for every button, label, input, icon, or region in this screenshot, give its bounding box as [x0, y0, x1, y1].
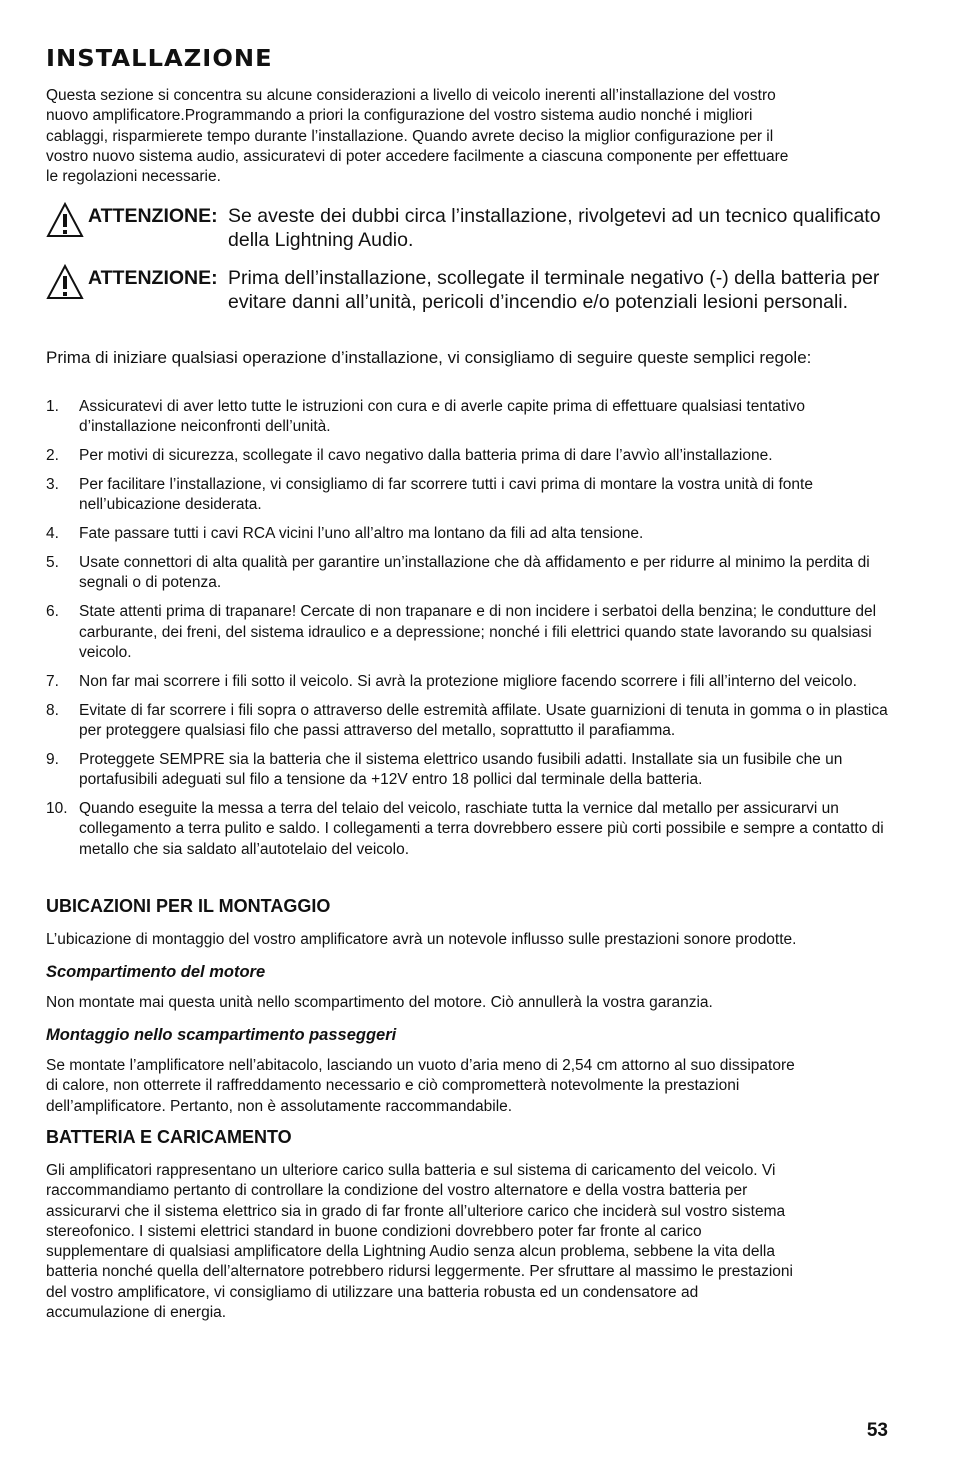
battery-paragraph: Gli amplificatori rappresentano un ulteriore carico sulla batteria e sul sistema di caricamento del veicolo. Vi raccommandiamo pertanto di controllare la condizione del vostro alternatore e della vostra batteria per assicurarvi che il sistema elettrico sia in grado di far fronte all’ulteriore carico che inciderà sul vostro sistema stereofonico. I sistemi elettrici standard in buone condizioni dovrebbero poter far fronte al carico supplementare di qualsiasi amplificatore della Lightning Audio senza alcun problema, sebbene la vita della batteria nonché quella dell’alternatore potrebbero ridursi leggermente. Per sfruttare al massimo le prestazioni del vostro amplificatore, vi consigliamo di utilizzare una batteria robusta ed un condensatore ad accumulazione di energia. — [46, 1162, 793, 1322]
intro-line: cablaggi, risparmierete tempo durante l’installazione. Quando avrete deciso la miglior configurazione per il — [46, 127, 774, 145]
intro-line: le regolazioni necessarie. — [46, 168, 221, 186]
warning-block — [46, 204, 888, 252]
page-number: 53 — [866, 1420, 888, 1441]
subheading-cabin: Montaggio nello scampartimento passeggeri — [46, 1026, 397, 1044]
section-heading-mounting: UBICAZIONI PER IL MONTAGGIO — [46, 896, 331, 916]
warning-block — [46, 266, 888, 314]
intro-paragraph — [46, 86, 788, 187]
rules-intro: Prima di iniziare qualsiasi operazione d’installazione, vi consigliamo di seguire queste semplici regole: — [46, 348, 812, 367]
list-item: 9. Proteggete SEMPRE sia la batteria che il sistema elettrico usando fusibili adatti. Installate sia un fusibile che un portafusibili adeguati sul filo a tensione da +12V entro 18 pollici dal terminale della batteria. — [46, 750, 843, 789]
intro-line: vostro nuovo sistema audio, assicuratevi di poter accedere facilmente a ciascuna componente per effettuare — [46, 147, 789, 165]
warning-triangle-icon — [46, 202, 84, 238]
intro-line: Questa sezione si concentra su alcune considerazioni a livello di veicolo inerenti all’installazione del vostro — [46, 87, 776, 104]
list-item: 1. Assicuratevi di aver letto tutte le istruzioni con cura e di averle capite prima di effettuare qualsiasi tentativo d’installazione neiconfronti dell’unità. — [46, 398, 806, 436]
section-heading-battery: BATTERIA E CARICAMENTO — [46, 1127, 292, 1147]
warning-label: ATTENZIONE: — [88, 267, 218, 289]
intro-line: nuovo amplificatore.Programmando a priori la configurazione del vostro sistema audio nonché i migliori — [46, 107, 753, 125]
warning-triangle-icon — [46, 264, 84, 300]
list-item: 3. Per facilitare l’installazione, vi consigliamo di far scorrere tutti i cavi prima di montare la vostra unità di fonte nell’ubicazione desiderata. — [46, 476, 813, 514]
mounting-paragraph: L’ubicazione di montaggio del vostro amplificatore avrà un notevole influsso sulle prestazioni sonore prodotte. — [46, 931, 797, 948]
engine-paragraph: Non montate mai questa unità nello scompartimento del motore. Ciò annullerà la vostra garanzia. — [46, 994, 713, 1011]
list-item: 7. Non far mai scorrere i fili sotto il veicolo. Si avrà la protezione migliore facendo scorrere i fili all’interno del veicolo. — [46, 672, 857, 690]
list-item: 6. State attenti prima di trapanare! Cercate di non trapanare e di non incidere i serbatoi della benzina; le condutture del carburante, dei freni, del sistema idraulico e a depressione; nonché i fili elettrici quando state lavorando su qualsiasi veicolo. — [46, 603, 877, 661]
subheading-engine: Scompartimento del motore — [46, 963, 266, 981]
list-item: 10. Quando eseguite la messa a terra del telaio del veicolo, raschiate tutta la vernice dal metallo per assicurarvi un collegamento a terra pulito e saldo. I collegamenti a terra dovrebbero essere più corti possibile e sempre a contatto di metallo che sia saldato all’autotelaio del veicolo. — [46, 800, 884, 858]
warning-label: ATTENZIONE: — [88, 205, 218, 227]
list-item: 8. Evitate di far scorrere i fili sopra o attraverso delle estremità affilate. Usate guarnizioni di tenuta in gomma o in plastica per proteggere qualsiasi filo che passi attraverso del metallo, soprattutto il parafiamma. — [46, 701, 888, 740]
warning-text: Prima dell’installazione, scollegate il terminale negativo (-) della batteria per evitare danni all’unità, pericoli d’incendio e/o potenziali lesioni personali. — [228, 267, 880, 313]
list-item: 2. Per motivi di sicurezza, scollegate il cavo negativo dalla batteria prima di dare l’avvìo all’installazione. — [46, 447, 773, 465]
rules-list — [46, 397, 888, 869]
warning-text: Se aveste dei dubbi circa l’installazione, rivolgetevi ad un tecnico qualificato della Lightning Audio. — [228, 205, 881, 251]
cabin-paragraph: Se montate l’amplificatore nell’abitacolo, lasciando un vuoto d’aria meno di 2,54 cm attorno al suo dissipatore di calore, non otterrete il raffreddamento necessario e ciò comprometterà notevolmente la prestazioni dell’amplificatore. Pertanto, non è assolutamente raccommandabile. — [46, 1057, 795, 1115]
list-item: 5. Usate connettori di alta qualità per garantire un’installazione che dà affidamento e per ridurre al minimo la perdita di segnali o di potenza. — [46, 554, 870, 592]
page-title: INSTALLAZIONE — [46, 46, 273, 72]
list-item: 4. Fate passare tutti i cavi RCA vicini l’uno all’altro ma lontano da fili ad alta tensione. — [46, 525, 644, 543]
